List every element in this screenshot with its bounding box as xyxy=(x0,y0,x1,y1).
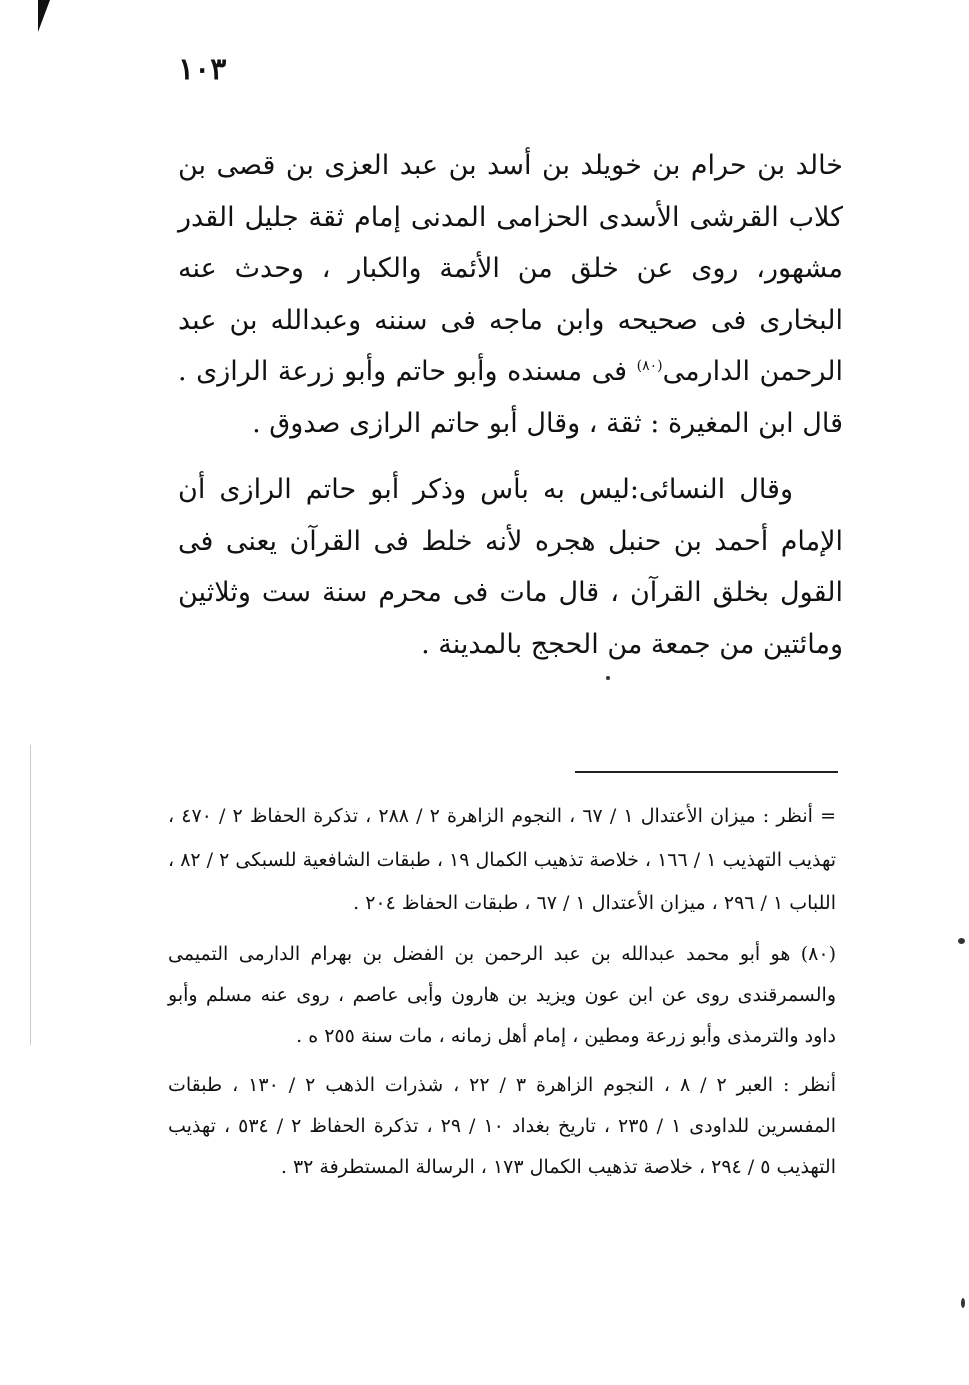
scan-speck xyxy=(961,1298,965,1308)
scan-edge-line xyxy=(30,745,31,1045)
scan-corner-mark xyxy=(38,0,50,32)
scan-speck xyxy=(958,938,965,944)
footnotes xyxy=(168,795,836,1188)
footnote-ref-80: (٨٠) xyxy=(636,358,663,374)
paragraph-1-end: فى مسنده وأبو حاتم وأبو زرعة الرازى . قال ابن المغيرة : ثقة ، وقال أبو حاتم الرازى صدوق . xyxy=(178,356,843,439)
paragraph-2: وقال النسائى:ليس به بأس وذكر أبو حاتم الرازى أن الإمام أحمد بن حنبل هجره لأنه خلط فى القرآن يعنى فى القول بخلق القرآن ، قال مات فى محرم سنة ست وثلاثين ومائتين من جمعة من الحجج بالمدينة . xyxy=(178,474,843,660)
scan-speck xyxy=(606,676,610,680)
footnote-80: (٨٠) هو أبو محمد عبدالله بن عبد الرحمن بن الفضل بن بهرام الدارمى التميمى والسمرقندى روى عن ابن عون ويزيد بن هارون وأبى عاصم ، روى عنه مسلم وأبو داود والترمذى وأبو زرعة ومطين ، إمام أهل زمانه ، مات سنة ٢٥٥ ه . xyxy=(168,942,836,1047)
paragraph-1-text: خالد بن حرام بن خويلد بن أسد بن عبد العزى بن قصى بن كلاب القرشى الأسدى الحزامى المدنى إمام ثقة جليل القدر مشهور، روى عن خلق من الأئمة والكبار ، وحدث عنه البخارى فى صحيحه وابن ماجه فى سننه وعبدالله بن عبد الرحمن الدارمى xyxy=(178,150,843,387)
footnote-separator xyxy=(575,771,838,773)
page-number: ١٠٣ xyxy=(178,52,227,87)
main-text xyxy=(178,140,843,670)
footnote-continuation: = أنظر : ميزان الأعتدال ١ / ٦٧ ، النجوم الزاهرة ٢ / ٢٨٨ ، تذكرة الحفاظ ٢ / ٤٧٠ ، تهذيب التهذيب ١ / ١٦٦ ، خلاصة تذهيب الكمال ١٩ ، طبقات الشافعية للسبكى ٢ / ٨٢ ، اللباب ١ / ٢٩٦ ، ميزان الأعتدال ١ / ٦٧ ، طبقات الحفاظ ٢٠٤ . xyxy=(168,805,837,914)
paragraph-1 xyxy=(178,140,843,449)
footnote-80-sources: أنظر : العبر ٢ / ٨ ، النجوم الزاهرة ٣ / ٢٢ ، شذرات الذهب ٢ / ١٣٠ ، طبقات المفسرين للداودى ١ / ٢٣٥ ، تاريخ بغداد ١٠ / ٢٩ ، تذكرة الحفاظ ٢ / ٥٣٤ ، تهذيب التهذيب ٥ / ٢٩٤ ، خلاصة تذهيب الكمال ١٧٣ ، الرسالة المستطرفة ٣٢ . xyxy=(168,1073,837,1178)
